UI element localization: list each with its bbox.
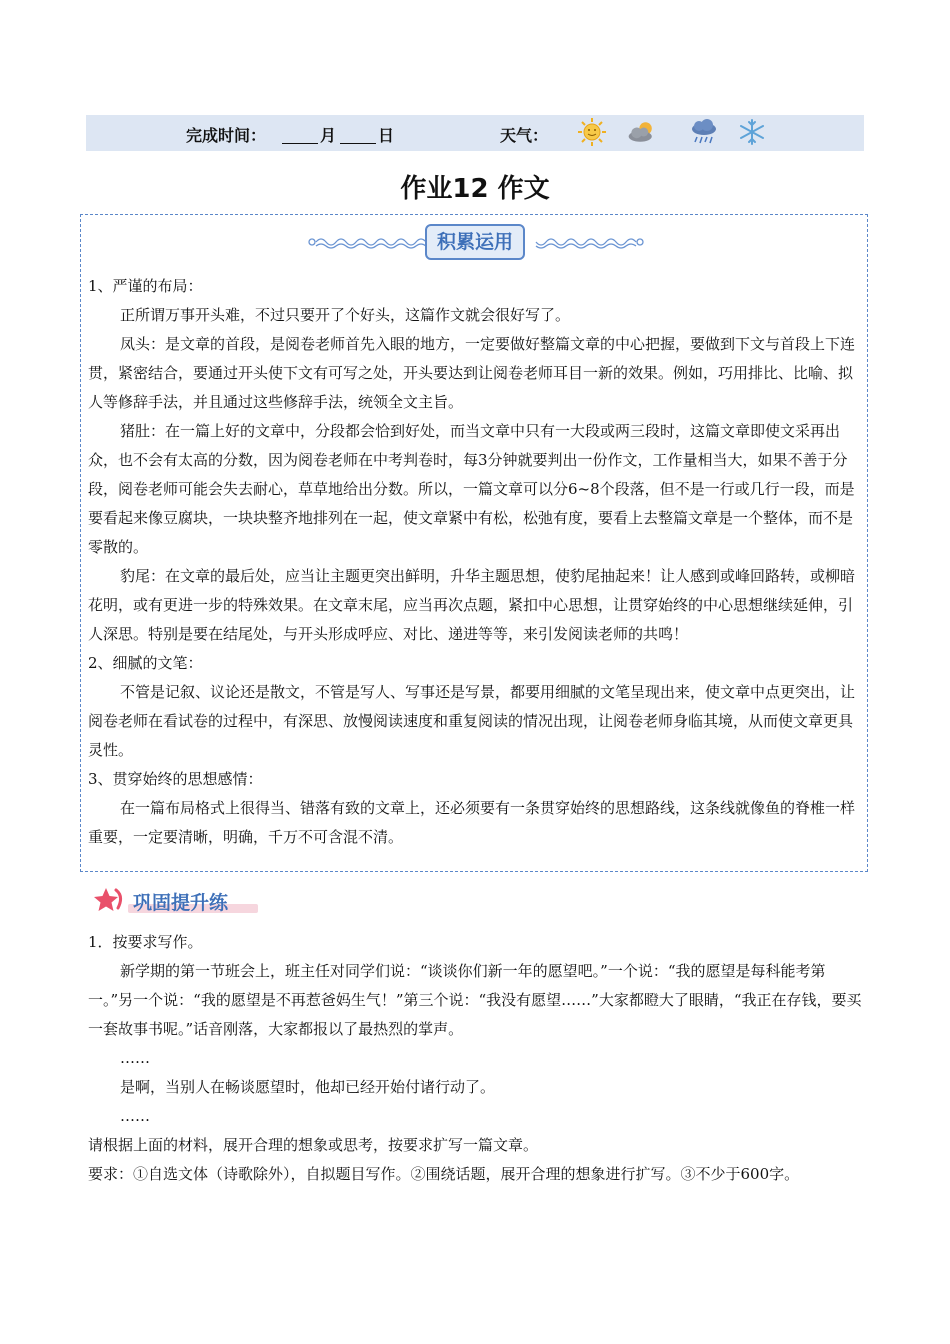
cloudy-icon[interactable] [626, 117, 658, 147]
month-label: 月 [320, 126, 337, 145]
paragraph: 不管是记叙、议论还是散文，不管是写人、写事还是写景，都要用细腻的文笔呈现出来，使文章中点更突出，让阅卷老师在看试卷的过程中，有深思、放慢阅读速度和重复阅读的情况出现，让阅卷老师身临其境，从而使文章更具灵性。 [88, 683, 856, 759]
paragraph: 正所谓万事开头难，不过只要开了个好头，这篇作文就会很好写了。 [120, 306, 571, 324]
requirements: 要求：①自选文体（诗歌除外），自拟题目写作。②围绕话题，展开合理的想象进行扩写。③不少于600字。 [88, 1165, 800, 1183]
question-number: 1．按要求写作。 [88, 933, 203, 951]
paragraph: 豹尾：在文章的最后处，应当让主题更突出鲜明，升华主题思想，使豹尾抽起来！让人感到或峰回路转，或柳暗花明，或有更进一步的特殊效果。在文章末尾，应当再次点题，紧扣中心思想，让贯穿始终的中心思想继续延伸，引人深思。特别是要在结尾处，与开头形成呼应、对比、递进等等，来引发阅读老师的共鸣！ [88, 567, 856, 643]
section2-content [88, 928, 863, 1189]
month-blank[interactable] [282, 125, 318, 144]
material-paragraph: 是啊，当别人在畅谈愿望时，他却已经开始付诸行动了。 [120, 1078, 496, 1096]
weather-label: 天气： [500, 126, 549, 145]
done-time-label: 完成时间： [186, 126, 267, 145]
instruction: 请根据上面的材料，展开合理的想象或思考，按要求扩写一篇文章。 [88, 1136, 539, 1154]
heading-emotion: 3、贯穿始终的思想感情： [88, 770, 263, 788]
sun-icon[interactable] [576, 117, 608, 147]
snow-icon[interactable] [736, 117, 768, 147]
heading-layout: 1、严谨的布局： [88, 277, 203, 295]
paragraph: 猪肚：在一篇上好的文章中，分段都会恰到好处，而当文章中只有一大段或两三段时，这篇文章即使文采再出众，也不会有太高的分数，因为阅卷老师在中考判卷时，每3分钟就要判出一份作文，工作量相当大，如果不善于分段，阅卷老师可能会失去耐心，草草地给出分数。所以，一篇文章可以分6~8个段落，但不是一行或几行一段，而是要看起来像豆腐块，一块块整齐地排列在一起，使文章紧中有松，松弛有度，要看上去整篇文章是一个整体，而不是零散的。 [88, 422, 855, 556]
rain-icon[interactable] [688, 117, 720, 147]
star-icon [92, 886, 128, 914]
ellipsis: …… [120, 1107, 150, 1125]
paragraph: 在一篇布局格式上很得当、错落有致的文章上，还必须要有一条贯穿始终的思想路线，这条线就像鱼的脊椎一样重要，一定要清晰，明确，千万不可含混不清。 [88, 799, 856, 846]
day-label: 日 [378, 126, 395, 145]
section-banner-title: 积累运用 [425, 224, 525, 260]
day-blank[interactable] [340, 125, 376, 144]
page-title: 作业12 作文 [400, 174, 550, 204]
material-paragraph: 新学期的第一节班会上，班主任对同学们说：“谈谈你们新一年的愿望吧。”一个说：“我的愿望是每科能考第一。”另一个说：“我的愿望是不再惹爸妈生气！”第三个说：“我没有愿望……”大家都瞪大了眼睛，“我正在存钱，要买一套故事书呢。”话音刚落，大家都报以了最热烈的掌声。 [88, 962, 862, 1038]
section1-content [88, 272, 863, 852]
section2-title: 巩固提升练 [133, 892, 229, 914]
ellipsis: …… [120, 1049, 150, 1067]
heading-writing: 2、细腻的文笔： [88, 654, 203, 672]
paragraph: 凤头：是文章的首段，是阅卷老师首先入眼的地方，一定要做好整篇文章的中心把握，要做到下文与首段上下连贯，紧密结合，要通过开头使下文有可写之处，开头要达到让阅卷老师耳目一新的效果。例如，巧用排比、比喻、拟人等修辞手法，并且通过这些修辞手法，统领全文主旨。 [88, 335, 856, 411]
